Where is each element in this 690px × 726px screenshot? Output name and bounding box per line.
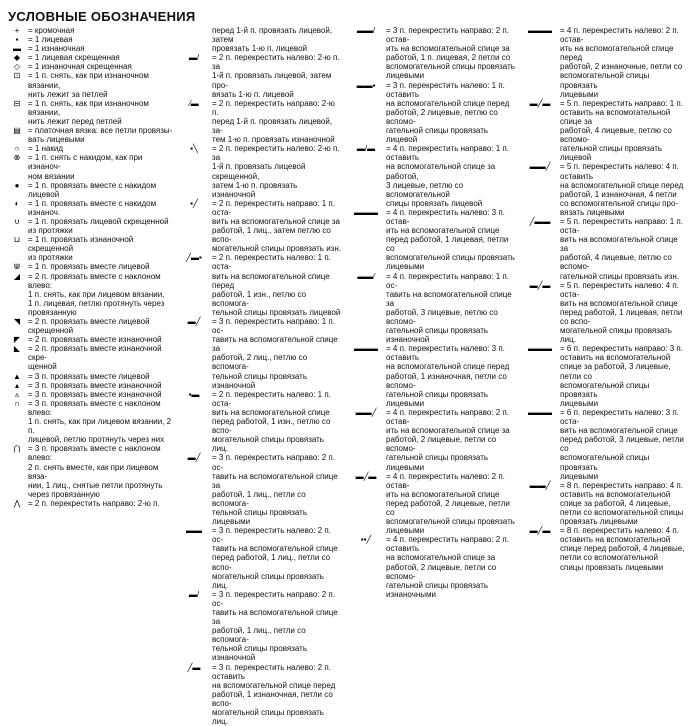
legend-description: = 3 п. перекрестить направо: 2 п. ос- тавить на вспомогательной спице за работой, 1 лиц., петли со вспомога- тельной спицы провязать изнаночной xyxy=(212,589,338,663)
legend-entry xyxy=(6,344,174,371)
legend-column-3 xyxy=(346,26,516,599)
legend-description: = 3 п. перекрестить налево: 2 п. оставить на вспомогательной спице перед работой, 1 изнаночная, петли со вспо- могательной спицы провязать лиц. xyxy=(212,662,336,726)
legend-description: = 3 п. перекрестить направо: 2 п. ос- тавить на вспомогательной спице за работой, 1 лиц., петли со вспомога- тельной спицы провязать лицевыми xyxy=(212,453,338,527)
legend-description: = 5 п. перекрестить налево: 4 п. оставить на вспомогательной спице перед работой, 1 изнаночная, 4 петли со вспомогательной спицы про- вязать лицевыми xyxy=(560,162,684,217)
legend-description: = 3 п. провязать вместе лицевой xyxy=(28,371,150,381)
legend-entry xyxy=(6,71,174,98)
legend-entry xyxy=(6,499,174,508)
stitch-symbol-icon: ◣ xyxy=(13,344,21,354)
stitch-symbol-icon: ▬▬/ xyxy=(356,26,376,35)
legend-entry xyxy=(6,317,174,335)
stitch-symbol-icon: ▤ xyxy=(13,126,21,136)
legend-entry xyxy=(6,390,174,399)
stitch-symbol-icon: ⁄▬ xyxy=(189,98,199,108)
legend-entry xyxy=(520,526,686,571)
legend-entry xyxy=(176,144,342,199)
legend-column-1 xyxy=(6,26,174,508)
legend-description: = 6 п. перекрестить налево: 3 п. оста- вить на вспомогательной спице перед работой, 3 лицевые, петли со вспомогательной спицы провязать лицевыми xyxy=(560,407,684,481)
stitch-symbol-icon: ▬ xyxy=(13,44,21,54)
legend-entry xyxy=(6,35,174,44)
legend-description: = 3 п. провязать вместе изнаночной xyxy=(28,380,162,390)
legend-entry xyxy=(6,99,174,126)
legend-description: = 1 накид xyxy=(28,144,64,154)
legend-column-4 xyxy=(520,26,686,572)
legend-description: = 2 п. провязать вместе с наклоном влево: 1 п. снять, как при лицевом вязании, 1 п. лицевая, петлю протянуть через провязанную xyxy=(28,271,165,317)
legend-entry xyxy=(6,181,174,199)
stitch-symbol-icon: ▬╱▬ xyxy=(529,98,551,108)
legend-entry xyxy=(176,317,342,390)
stitch-symbol-icon: ⊟ xyxy=(13,98,21,108)
legend-entry xyxy=(176,199,342,254)
legend-description: = 1 п. провязать вместе лицевой xyxy=(28,262,150,272)
stitch-symbol-icon: ▬╱ xyxy=(187,453,201,463)
stitch-symbol-icon: ⊗ xyxy=(13,153,21,163)
legend-description: = 4 п. перекрестить налево: 3 п. оставить на вспомогательной спице перед работой, 1 изнаночная, петли со вспомо- гательной спицы провязать лицевыми xyxy=(386,344,510,408)
legend-entry xyxy=(6,272,174,317)
stitch-symbol-icon: ▬▬╱ xyxy=(529,480,551,490)
legend-description: = 3 п. перекрестить направо: 1 п. ос- тавить на вспомогательной спице за работой, 2 лиц., петлю со вспомога- тельной спицы провязать изнаночной xyxy=(212,317,338,390)
stitch-symbol-icon: ▬▬▬ xyxy=(354,207,378,217)
legend-description: = 2 п. перекрестить налево: 1 п. оста- вить на вспомогательной спице перед работой, 1 изн., петлю со вспо- могательной спицы провязать лиц. xyxy=(212,389,331,454)
legend-description: = 2 п. перекрестить налево: 1 п. оста- вить на вспомогательной спице перед работой, 1 изн., петлю со вспомога- тельной спицы провязать лицевой xyxy=(212,253,341,317)
legend-entry xyxy=(520,344,686,408)
legend-entry xyxy=(6,53,174,62)
stitch-symbol-icon: ▪╱ xyxy=(190,198,198,208)
stitch-symbol-icon: ▬▬╱ xyxy=(529,162,551,172)
legend-entry xyxy=(346,408,516,472)
legend-description: = 2 п. перекрестить направо: 1 п. оста- вить на вспомогательной спице за работой, 1 лиц., затем петлю со вспо- могательной спицы провязать изн. xyxy=(212,198,341,254)
stitch-symbol-icon: ▪▬ xyxy=(188,389,200,399)
legend-entry xyxy=(6,199,174,217)
page-title: УСЛОВНЫЕ ОБОЗНАЧЕНИЯ xyxy=(8,9,196,24)
legend-description: = 3 п. перекрестить налево: 2 п. ос- тавить на вспомогательной спице перед работой, 1 лиц., петли со вспо- могательной спицы провязать лиц. xyxy=(212,526,338,590)
stitch-symbol-icon: ▬╱▬ xyxy=(529,526,551,536)
legend-description: = 8 п. перекрестить налево: 4 п. оставить на вспомогательной спице перед работой, 4 лицевые, петли со вспомогательной спицы провязать лицевыми xyxy=(560,526,685,572)
stitch-symbol-icon: ▪ xyxy=(15,35,19,45)
legend-entry xyxy=(346,144,516,208)
legend-description: = 1 п. снять, как при изнаночном вязании, нить лежит перед петлей xyxy=(28,98,149,126)
stitch-symbol-icon: ╱▬▪ xyxy=(186,253,202,263)
legend-entry xyxy=(6,126,174,144)
legend-description: = 1 п. снять с накидом, как при изнаноч- ном вязании xyxy=(28,153,143,181)
stitch-symbol-icon: ▴ xyxy=(14,380,19,390)
legend-entry xyxy=(520,281,686,345)
legend-description: = 2 п. перекрестить налево: 2-ю п. за 1-й п. провязать лицевой, затем про- вязать 1-ю п. лицевой xyxy=(212,53,340,99)
stitch-symbol-icon: ▬/▬ xyxy=(356,144,376,154)
legend-entry xyxy=(520,26,686,99)
legend-entry xyxy=(346,535,516,599)
legend-description: = 1 изнаночная xyxy=(28,44,85,54)
stitch-symbol-icon: ▬╱▬ xyxy=(355,471,377,481)
stitch-symbol-icon: ∩ xyxy=(14,398,20,408)
stitch-symbol-icon: ◤ xyxy=(13,335,21,345)
legend-description: перед 1-й п. провязать лицевой, затем провязать 1-ю п. лицевой xyxy=(212,26,333,54)
legend-entry xyxy=(176,590,342,663)
legend-entry xyxy=(520,99,686,163)
legend-column-2 xyxy=(176,26,342,726)
stitch-symbol-icon: ▬▬▪ xyxy=(356,80,376,90)
stitch-symbol-icon: ⊡ xyxy=(13,71,21,81)
stitch-symbol-icon: ▬▬▬ xyxy=(528,344,552,354)
legend-description: = 5 п. перекрестить направо: 1 п. оста- вить на вспомогательной спице за работой, 4 лицевые, петлю со вспомо- гательной спицы провязать изн. xyxy=(560,216,683,281)
legend-description: = 2 п. перекрестить направо: 2-ю п. перед 1-й п. провязать лицевой, за- тем 1-ю п. провязать изнаночной xyxy=(212,98,335,145)
legend-description: = 2 п. перекрестить налево: 2-ю п. за 1-й п. провязать лицевой скрещенной, затем 1-ю п. провязать изнаночной xyxy=(212,144,340,199)
legend-description: = 4 п. перекрестить налево: 2 п. остав- ить на вспомогательной спице перед работой, 2 лицевые, петли со вспомогательной спицы провязать лицевыми xyxy=(386,471,515,536)
legend-description: = 2 п. перекрестить направо: 2-ю п. xyxy=(28,498,160,508)
stitch-symbol-icon: ◢ xyxy=(13,271,21,281)
legend-entry xyxy=(520,408,686,481)
stitch-symbol-icon: ▬╱ xyxy=(187,317,201,326)
legend-entry xyxy=(346,344,516,408)
legend-entry xyxy=(520,481,686,526)
stitch-symbol-icon: ◐ xyxy=(14,198,20,208)
legend-entry xyxy=(6,399,174,444)
stitch-symbol-icon: ● xyxy=(14,180,20,190)
legend-entry xyxy=(346,472,516,536)
legend-entry xyxy=(6,372,174,381)
legend-entry xyxy=(6,26,174,35)
legend-entry xyxy=(176,663,342,726)
stitch-symbol-icon: ▬▬ xyxy=(186,526,202,536)
legend-description: = 1 лицевая скрещенная xyxy=(28,53,120,63)
stitch-symbol-icon: ▬▬▬ xyxy=(354,344,378,354)
legend-description: = 3 п. провязать вместе с наклоном влево: 1 п. снять, как при лицевом вязании, 2 п. лицевой, петлю протянуть через них xyxy=(28,398,172,445)
legend-entry xyxy=(6,262,174,271)
legend-entry xyxy=(6,444,174,499)
legend-description: = 1 п. провязать лицевой скрещенной из протяжки xyxy=(28,216,169,236)
legend-entry xyxy=(6,144,174,153)
legend-entry xyxy=(176,99,342,144)
stitch-symbol-icon: ◆ xyxy=(13,53,21,63)
stitch-symbol-icon: ◥ xyxy=(13,317,21,326)
stitch-symbol-icon: ▬▬▬ xyxy=(528,26,552,35)
legend-description: = 3 п. провязать вместе изнаночной xyxy=(28,389,162,399)
stitch-symbol-icon: + xyxy=(14,26,20,35)
legend-description: = 2 п. провязать вместе изнаночной xyxy=(28,335,162,345)
legend-entry xyxy=(176,526,342,590)
legend-entry xyxy=(6,217,174,235)
stitch-symbol-icon: ⋀ xyxy=(13,498,21,508)
stitch-symbol-icon: ⊔ xyxy=(13,235,21,245)
stitch-symbol-icon: ▬╱▬ xyxy=(529,280,551,290)
legend-entry xyxy=(346,272,516,345)
legend-description: = 4 п. перекрестить направо: 2 п. оставить на вспомогательной спице за работой, 2 лицевые, петли со вспомо- гательной спицы провязать изнаночными xyxy=(386,535,509,599)
legend-description: = платочная вязка: все петли провязы- вать лицевыми xyxy=(28,126,173,145)
legend-description: = 5 п. перекрестить направо: 1 п. оставить на вспомогательной спице за работой, 4 лицевые, петлю со вспомо- гательной спицы провязать лицевой xyxy=(560,98,683,163)
stitch-symbol-icon: ▬/ xyxy=(188,53,200,63)
stitch-symbol-icon: ▪╲ xyxy=(190,144,198,154)
legend-entry xyxy=(6,235,174,262)
stitch-symbol-icon xyxy=(176,26,212,35)
legend-entry xyxy=(176,53,342,98)
legend-description: = 1 п. провязать изнаночной скрещенной из протяжки xyxy=(28,235,134,263)
legend-description: = 5 п. перекрестить налево: 4 п. оста- вить на вспомогательной спице перед работой, 1 лицевая, петли со вспо- могательной спицы провязать лиц. xyxy=(560,280,683,345)
legend-entry xyxy=(346,26,516,81)
legend-description: = кромочная xyxy=(28,26,75,35)
stitch-symbol-icon: ▪▪╱ xyxy=(360,535,372,545)
stitch-symbol-icon: ╱▬▬ xyxy=(529,216,551,226)
legend-description: = 4 п. перекрестить налево: 3 п. остав- ить на вспомогательной спице перед работой, 1 лицевая, петли со вспомогательной спицы провязать лицевыми xyxy=(386,207,515,272)
legend-entry xyxy=(176,26,342,53)
stitch-symbol-icon: ▬/ xyxy=(188,589,200,599)
legend-description: = 8 п. перекрестить направо: 4 п. оставить на вспомогательной спице за работой, 4 лицевые, петли со вспомогательной спицы провязать лицевыми xyxy=(560,480,684,527)
legend-entry xyxy=(176,253,342,317)
legend-description: = 3 п. перекрестить направо: 2 п. остав- ить на вспомогательной спице за работой, 1 п. лицевая, 2 петли со вспомогательной спицы провязать лицевыми xyxy=(386,26,515,81)
stitch-symbol-icon: ○ xyxy=(14,144,20,154)
legend-description: = 4 п. перекрестить направо: 1 п. оставить на вспомогательной спице за работой, 3 лицевые, петлю со вспомогательной спицы провязать лицевой xyxy=(386,144,509,208)
legend-entry xyxy=(176,453,342,526)
legend-description: = 1 лицевая xyxy=(28,35,73,45)
stitch-symbol-icon: ▬▬⁄ xyxy=(357,271,375,281)
stitch-symbol-icon: ╱▬ xyxy=(187,662,201,672)
legend-entry xyxy=(6,62,174,71)
legend-entry xyxy=(6,335,174,344)
legend-description: = 2 п. провязать вместе лицевой скрещенной xyxy=(28,317,152,336)
legend-description: = 1 п. снять, как при изнаночном вязании, нить лежит за петлей xyxy=(28,71,149,99)
legend-description: = 1 п. провязать вместе с накидом изнаноч. xyxy=(28,198,159,217)
stitch-symbol-icon: ▵ xyxy=(14,389,19,399)
legend-description: = 4 п. перекрестить направо: 1 п. ос- тавить на вспомогательной спице за работой, 3 лицевые, петлю со вспомо- гательной спицы провязать изнаночной xyxy=(386,271,512,345)
legend-description: = 4 п. перекрестить налево: 2 п. остав- ить на вспомогательной спице перед работой, 2 изнаночные, петли со вспомогательной спицы провязать лицевыми xyxy=(560,26,683,99)
stitch-symbol-icon: ▬▬▬ xyxy=(528,407,552,417)
stitch-symbol-icon: ◇ xyxy=(13,62,21,72)
legend-entry xyxy=(346,81,516,145)
legend-entry xyxy=(6,44,174,53)
stitch-symbol-icon: ∪ xyxy=(14,216,20,226)
legend-description: = 3 п. перекрестить налево: 1 п. оставить на вспомогательной спице перед работой, 2 лицевые, петлю со вспомо- гательной спицы провязать лицевой xyxy=(386,80,510,145)
legend-description: = 3 п. провязать вместе с наклоном влево: 2 п. снять вместе, как при лицевом вяза- нии, 1 лиц., снятые петли протянуть через провязанную xyxy=(28,444,163,499)
stitch-symbol-icon: ⋓ xyxy=(13,262,21,272)
legend-description: = 6 п. перекрестить направо: 3 п. оставить на вспомогательной спице за работой, 3 лицевые, петли со вспомогательной спицы провязать лицевыми xyxy=(560,344,683,408)
stitch-symbol-icon: ⋂ xyxy=(13,444,21,454)
legend-entry xyxy=(6,153,174,180)
legend-description: = 1 изнаночная скрещенная xyxy=(28,62,132,72)
legend-description: = 4 п. перекрестить направо: 2 п. остав- ить на вспомогательной спице за работой, 2 лицевые, петли со вспомо- гательной спицы провязать лицевыми xyxy=(386,407,510,472)
legend-entry xyxy=(176,390,342,454)
legend-entry xyxy=(520,217,686,281)
legend-description: = 1 п. провязать вместе с накидом лицевой xyxy=(28,180,159,199)
legend-description: = 2 п. провязать вместе изнаночной скре- щенной xyxy=(28,344,162,372)
legend-entry xyxy=(520,162,686,217)
stitch-symbol-icon: ▲ xyxy=(13,371,21,381)
legend-entry xyxy=(6,381,174,390)
legend-entry xyxy=(346,208,516,272)
stitch-symbol-icon: ▬▬╱ xyxy=(355,407,377,417)
